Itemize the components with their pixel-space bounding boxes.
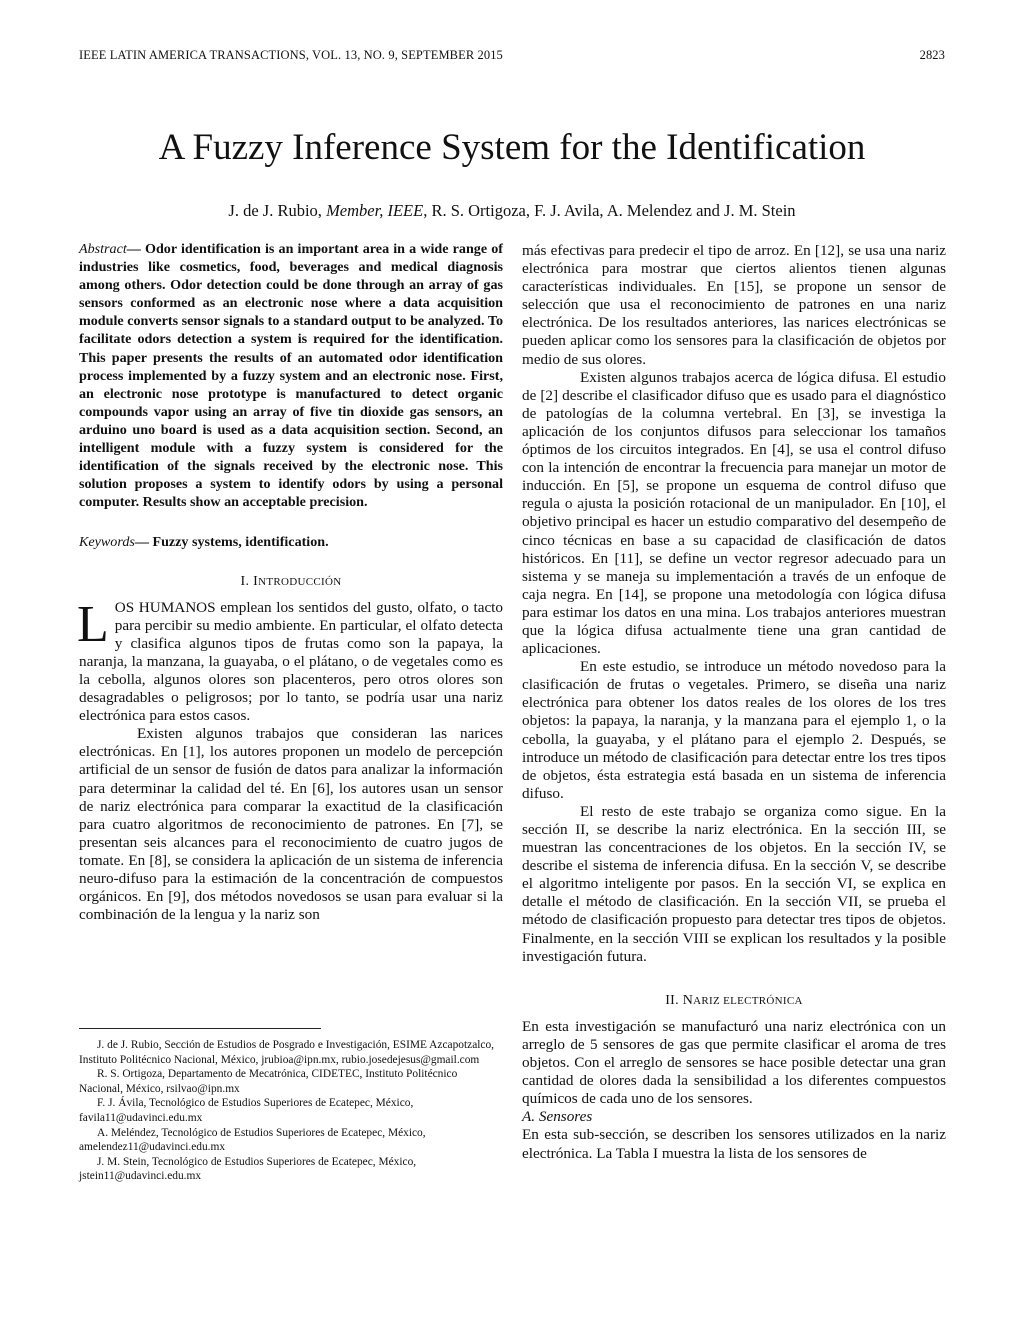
keywords-text: — Fuzzy systems, identification. <box>134 534 329 551</box>
intro-paragraph-2: Existen algunos trabajos que consideran las narices electrónicas. En [1], los autores proponen un modelo de percepción artificial de un sensor de fusión de datos para analizar la información para determinar la calidad del té. En [6], los autores usan un sensor de nariz electrónica para comparar la exactitud de la clasificación para cuatro algoritmos de reconocimiento de patrones. En [7], se presentan seis alcances para el reconocimiento de cuatro jugos de tomate. En [8], se considera la aplicación de un sistema de inferencia neuro-difuso para la estimación de la concentración de compuestos orgánicos. En [9], dos métodos novedosos se usan para evaluar si la combinación de la lengua y la nariz son <box>79 725 503 924</box>
subsection-heading-sensores: A. Sensores <box>522 1108 593 1126</box>
section-heading-introduccion: I. INTRODUCCIÓN <box>240 573 342 589</box>
footnote: A. Meléndez, Tecnológico de Estudios Superiores de Ecatepec, México, amelendez11@udavinci.edu.mx <box>79 1126 426 1154</box>
footnote: J. M. Stein, Tecnológico de Estudios Superiores de Ecatepec, México, jstein11@udavinci.edu.mx <box>79 1155 417 1183</box>
journal-name: IEEE LATIN AMERICA TRANSACTIONS, VOL. 13, NO. 9, SEPTEMBER 2015 <box>79 48 503 62</box>
author-rest: , R. S. Ortigoza, F. J. Avila, A. Melendez and J. M. Stein <box>423 201 796 220</box>
intro-paragraph-5: En este estudio, se introduce un método novedoso para la clasificación de frutas o vegetales. Primero, se diseña una nariz electrónica para obtener los datos reales de los olores de los tres objetos: la papaya, la naranja, y la manzana para el ejemplo 1, o la cebolla, la guayaba, y el plátano para el ejemplo 2. Después, se introduce un método de clasificación para detectar entre los tres tipos de objetos, ésta estrategia está basada en un sistema de inferencia difuso. <box>522 658 946 802</box>
keywords <box>79 533 503 551</box>
author-list <box>0 201 1024 221</box>
nariz-paragraph-1: En esta investigación se manufacturó una nariz electrónica con un arreglo de 5 sensores de gas que permite clasificar el aroma de tres objetos. Con el arreglo de sensores se hace posible detectar una gran cantidad de olores dada la sensibilidad a los diferentes compuestos químicos de cada uno de los sensores. <box>522 1017 946 1108</box>
author-first: J. de J. Rubio, <box>228 201 322 220</box>
page-number: 2823 <box>919 48 945 62</box>
running-header <box>79 48 945 68</box>
drop-cap: L <box>77 595 109 653</box>
right-column <box>522 242 946 1163</box>
footnote: F. J. Ávila, Tecnológico de Estudios Superiores de Ecatepec, México, favila11@udavinci.edu.mx <box>79 1097 414 1124</box>
nariz-paragraph-2: En esta sub-sección, se describen los sensores utilizados en la nariz electrónica. La Tabla I muestra la lista de los sensores de <box>522 1126 946 1162</box>
author-footnotes <box>79 1038 503 1184</box>
footnote: J. de J. Rubio, Sección de Estudios de Posgrado e Investigación, ESIME Azcapotzalco, Instituto Politécnico Nacional, México, jrubioa@ipn.mx, rubio.josedejesus@gmail.com <box>79 1039 495 1066</box>
left-column <box>79 240 503 924</box>
intro-paragraph-6: El resto de este trabajo se organiza como sigue. En la sección II, se describe la nariz electrónica. En la sección III, se muestran las concentraciones de los objetos. En la sección IV, se describe el sistema de inferencia difusa. En la sección V, se describe el algoritmo inteligente por pasos. En la sección VI, se explica en detalle el método de clasificación. En la sección VII, se prueba el método de clasificación propuesto para detectar tres tipos de objetos. Finalmente, en la sección VIII se explican los resultados y la posible investigación futura. <box>522 802 946 965</box>
author-membership: Member, IEEE <box>326 201 424 220</box>
section-heading-nariz: II. NARIZ ELECTRÓNICA <box>665 992 803 1008</box>
footnote-divider <box>79 1028 321 1029</box>
intro-paragraph-3: más efectivas para predecir el tipo de arroz. En [12], se usa una nariz electrónica para mostrar que ciertos alientos tienen algunas características individuales. En [15], se propone un sensor de selección que usa el reconocimiento de patrones en una nariz electrónica. De los resultados anteriores, las narices electrónicas se pueden aplicar como los sensores para la clasificación de objetos por medio de sus olores. <box>522 242 946 368</box>
intro-paragraph-1: LOS HUMANOS emplean los sentidos del gusto, olfato, o tacto para percibir su medio ambiente. En particular, el olfato detecta y clasifica algunos tipos de frutas como son la papaya, la naranja, la manzana, la guayaba, o el plátano, o de vegetales como es la cebolla, algunos olores son placenteros, pero otros olores son desagradables o peligrosos; por lo tanto, se podría usar una nariz electrónica para estos casos. <box>77 595 503 725</box>
abstract <box>79 240 503 511</box>
keywords-label: Keywords <box>79 534 135 551</box>
intro-paragraph-4: Existen algunos trabajos acerca de lógica difusa. El estudio de [2] describe el clasificador difuso que es usado para el diagnóstico de patologías de la columna vertebral. En [3], se investiga la aplicación de los conjuntos difusos para seleccionar los tamaños óptimos de los circuitos integrados. En [4], se usa el control difuso con la intención de encontrar la frecuencia para manejar un motor de inducción. En [5], se propone un esquema de control difuso que regula o ajusta la posición rotacional de un manipulador. En [10], el objetivo principal es hacer un estudio comparativo del desempeño de cinco técnicas en base a su capacidad de clasificación de datos históricos. En [11], se define un vector regresor adecuado para un sistema y se maneja su implementación a través de un enfoque de caja negra. En [14], se propone una metodología con lógica difusa para estimar los datos en una mina. Los trabajos anteriores muestran que la lógica difusa actualmente tiene una gran cantidad de aplicaciones. <box>522 368 946 658</box>
abstract-label: Abstract <box>79 241 127 257</box>
paper-title: A Fuzzy Inference System for the Identification <box>158 127 866 168</box>
abstract-text: — Odor identification is an important area in a wide range of industries like cosmetics, food, beverages and medical diagnosis among others. Odor detection could be done through an array of gas sensors conformed as an electronic nose where a data acquisition module converts sensor signals to a standard output to be analyzed. To facilitate odors detection a system is required for the identification. This paper presents the results of an automated odor identification process implemented by a fuzzy system and an electronic nose. First, an electronic nose prototype is manufactured to detect organic compounds vapor using an array of five tin dioxide gas sensors, an arduino uno board is used as a data acquisition section. Second, an intelligent module with a fuzzy system is considered for the identification of the signals received by the electronic nose. This solution proposes a system to identify odors by using a personal computer. Results show an acceptable precision. <box>79 241 503 511</box>
footnote: R. S. Ortigoza, Departamento de Mecatrónica, CIDETEC, Instituto Politécnico Nacional, México, rsilvao@ipn.mx <box>79 1068 458 1095</box>
